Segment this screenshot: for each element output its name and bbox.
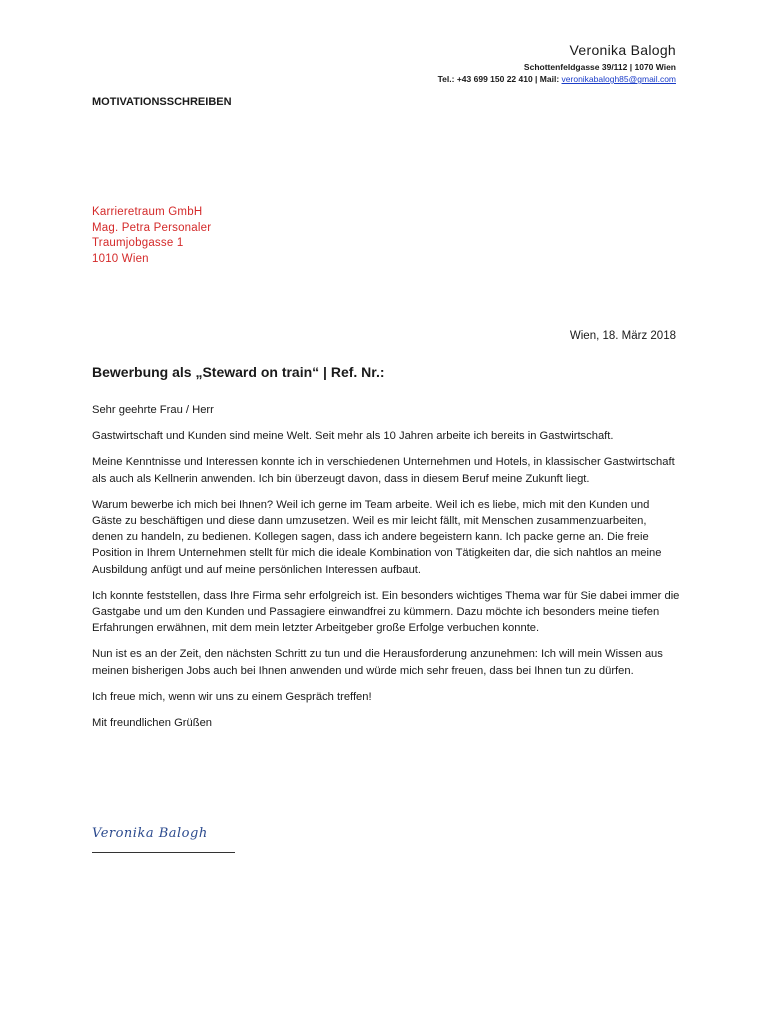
signature: Veronika Balogh (92, 826, 208, 841)
sender-phone: Tel.: +43 699 150 22 410 | Mail: (437, 74, 562, 84)
letter-subject: Bewerbung als „Steward on train“ | Ref. Nr.: (92, 364, 385, 380)
email-link[interactable]: veronikabalogh85@gmail.com (561, 74, 676, 84)
paragraph: Ich freue mich, wenn wir uns zu einem Gespräch treffen! (92, 690, 372, 703)
paragraph: Nun ist es an der Zeit, den nächsten Schritt zu tun und die Herausforderung anzunehmen: Ich will mein Wissen aus meinen bisherigen Jobs auch bei Ihnen anwenden und würde mich sehr freuen, dass bei Ihnen tun zu dürfen. (92, 648, 663, 677)
salutation: Sehr geehrte Frau / Herr (92, 404, 214, 416)
paragraph: Gastwirtschaft und Kunden sind meine Welt. Seit mehr als 10 Jahren arbeite ich bereits in Gastwirtschaft. (92, 430, 614, 443)
sender-address: Schottenfeldgasse 39/112 | 1070 Wien (523, 62, 676, 72)
paragraph: Ich konnte feststellen, dass Ihre Firma sehr erfolgreich ist. Ein besonders wichtiges Thema war für Sie dabei immer die Gastgabe und um den Kunden und Passagiere einwandfrei zu kümmern. Dazu möchte ich besonders meine tiefen Erfahrungen erwähnen, mit dem mein letzter Arbeitgeber große Erfolge verbuchen konnte. (92, 589, 680, 635)
letter-date: Wien, 18. März 2018 (569, 330, 676, 342)
letter-body (92, 402, 680, 741)
document-title: MOTIVATIONSSCHREIBEN (92, 96, 232, 108)
signature-line (92, 852, 235, 853)
paragraph: Warum bewerbe ich mich bei Ihnen? Weil ich gerne im Team arbeite. Weil ich es liebe, mich mit den Kunden und Gäste zu beschäftigen und diese dann umzusetzen. Weil es mir leicht fällt, mit Menschen zusammenzuarbeiten, denen zu handeln, zu bedienen. Kollegen sagen, dass ich andere begeistern kann. Ich packe gerne an. Die freie Position in Ihrem Unternehmen stellt für mich die ideale Kombination von Tätigkeiten dar, die sich nahtlos an meine Ausbildung anfügt und auf meine persönlichen Interessen aufbaut. (92, 498, 662, 576)
sender-block (438, 42, 676, 84)
recipient-company: Karrieretraum GmbH (92, 206, 203, 218)
closing: Mit freundlichen Grüßen (92, 717, 213, 730)
recipient-person: Mag. Petra Personaler (92, 221, 212, 234)
sender-contact (438, 74, 676, 84)
recipient-block (92, 205, 211, 267)
recipient-city: 1010 Wien (92, 252, 149, 265)
sender-name: Veronika Balogh (569, 42, 676, 58)
paragraph: Meine Kenntnisse und Interessen konnte ich in verschiedenen Unternehmen und Hotels, in klassischer Gastwirtschaft als auch als Kellnerin anwenden. Ich bin überzeugt davon, dass in diesem Beruf meine Zukunft liegt. (92, 456, 675, 485)
recipient-street: Traumjobgasse 1 (92, 237, 184, 249)
